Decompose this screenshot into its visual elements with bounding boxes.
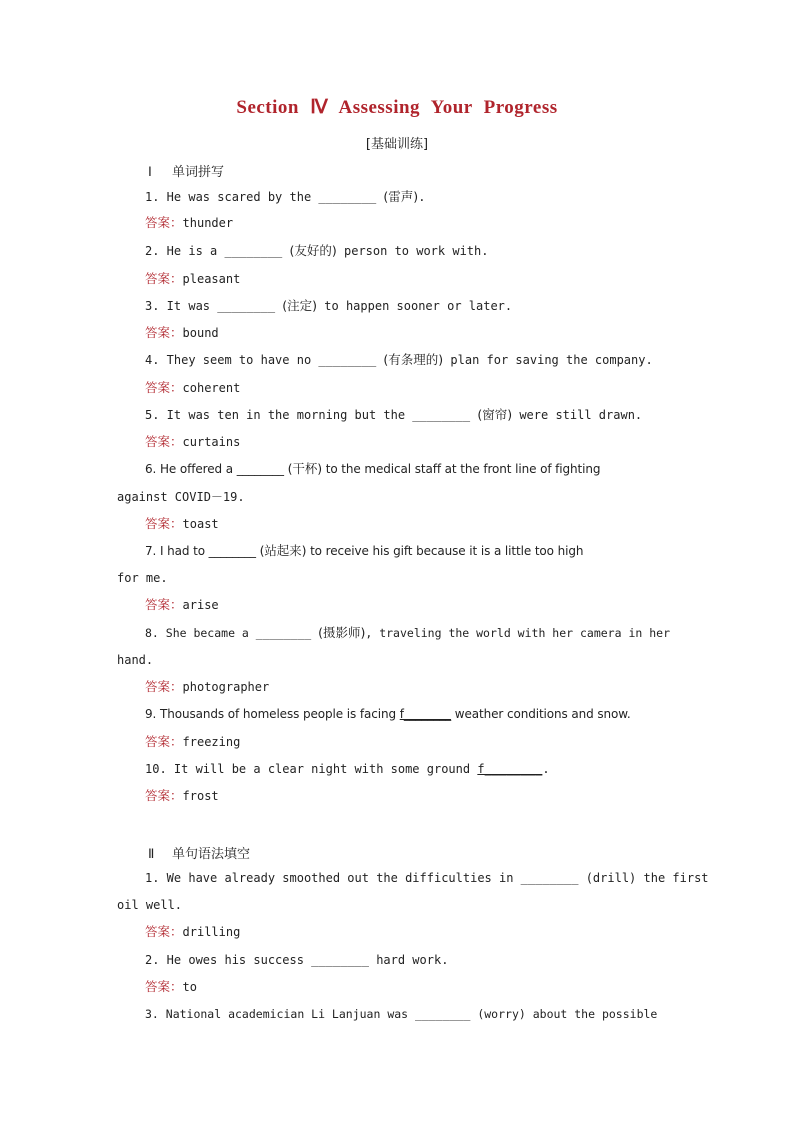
chinese-hint: (有条理的): [383, 352, 444, 367]
answer-1: [145, 216, 677, 230]
chinese-hint: (友好的): [289, 243, 337, 258]
answer-label: 答案：: [145, 979, 183, 994]
chinese-hint: (干杯): [287, 461, 322, 476]
answer-value: bound: [182, 326, 219, 340]
answer-label: 答案：: [145, 679, 183, 694]
question-7: [145, 544, 677, 558]
answer-10: [145, 789, 677, 803]
question-1: [145, 190, 677, 204]
section-heading-2: [148, 843, 250, 862]
answer-label: 答案：: [145, 516, 183, 531]
answer-value: thunder: [182, 216, 234, 230]
chinese-hint: (站起来): [259, 543, 307, 558]
answer-6: [145, 517, 677, 531]
section-heading-1: [148, 161, 224, 180]
answer-value: pleasant: [182, 272, 241, 286]
answer-label: 答案：: [145, 380, 183, 395]
question-6: [145, 462, 677, 476]
question-text: plan for saving the company.: [443, 353, 653, 367]
chinese-hint: (窗帘): [477, 407, 513, 422]
section-title: 单句语法填空: [172, 847, 251, 862]
answer-value: photographer: [182, 680, 270, 694]
answer-7: [145, 598, 677, 612]
answer-value: frost: [182, 789, 219, 803]
answer-9: [145, 735, 677, 749]
answer-label: 答案：: [145, 215, 183, 230]
answer-2-1: [145, 925, 677, 939]
question-text: 1. He was scared by the ________: [145, 190, 384, 204]
question-text: 10. It will be a clear night with some ground: [145, 762, 478, 776]
answer-label: 答案：: [145, 788, 183, 803]
question-5: [145, 408, 677, 422]
answer-label: 答案：: [145, 434, 183, 449]
question-2-2: 2. He owes his success ________ hard work.: [145, 953, 449, 967]
answer-2-2: [145, 980, 677, 994]
question-text: 9. Thousands of homeless people is facing: [145, 707, 400, 721]
question-text: 2. He is a ________: [145, 244, 290, 258]
answer-5: [145, 435, 677, 449]
answer-value: freezing: [182, 735, 241, 749]
answer-label: 答案：: [145, 924, 183, 939]
question-text: 8. She became a ________: [145, 626, 319, 640]
question-9: [145, 707, 677, 721]
question-2-3: 3. National academician Li Lanjuan was ________ (worry) about the possible: [145, 1007, 658, 1021]
answer-blank: f________: [399, 707, 452, 721]
question-8: [145, 626, 677, 640]
page-subtitle: [基础训练]: [365, 137, 429, 152]
answer-value: curtains: [182, 435, 241, 449]
question-text: 4. They seem to have no ________: [145, 353, 384, 367]
answer-blank: f________: [477, 762, 543, 776]
question-4: [145, 353, 677, 367]
question-text: to receive his gift because it is a little too high: [306, 544, 584, 558]
question-text: 6. He offered a ________: [145, 462, 288, 476]
question-text: 5. It was ten in the morning but the ________: [145, 408, 478, 422]
question-text: to the medical staff at the front line of fighting: [322, 462, 601, 476]
question-6-continued: against COVID－19.: [117, 490, 245, 504]
question-text: 7. I had to ________: [145, 544, 260, 558]
answer-value: to: [182, 980, 197, 994]
question-text: to happen sooner or later.: [317, 299, 513, 313]
question-2-1-continued: oil well.: [117, 898, 183, 912]
question-2: [145, 244, 677, 258]
question-text: .: [418, 190, 426, 204]
question-text: 3. It was ________: [145, 299, 283, 313]
question-text: weather conditions and snow.: [451, 707, 631, 721]
answer-2: [145, 272, 677, 286]
chinese-hint: (摄影师): [318, 625, 366, 640]
chinese-hint: (注定): [282, 298, 318, 313]
answer-label: 答案：: [145, 271, 183, 286]
chinese-hint: (雷声): [383, 189, 419, 204]
answer-value: coherent: [182, 381, 241, 395]
question-2-1: 1. We have already smoothed out the difficulties in ________ (drill) the first: [145, 871, 709, 885]
answer-8: [145, 680, 677, 694]
question-3: [145, 299, 677, 313]
question-8-continued: hand.: [117, 653, 154, 667]
question-text: .: [542, 762, 550, 776]
section-title: 单词拼写: [172, 165, 225, 180]
answer-value: toast: [182, 517, 219, 531]
answer-3: [145, 326, 677, 340]
page-title: Section Ⅳ Assessing Your Progress: [236, 97, 558, 118]
answer-label: 答案：: [145, 734, 183, 749]
answer-4: [145, 381, 677, 395]
question-7-continued: for me.: [117, 571, 168, 585]
question-text: , traveling the world with her camera in her: [365, 626, 670, 640]
question-text: person to work with.: [336, 244, 489, 258]
answer-label: 答案：: [145, 325, 183, 340]
answer-value: arise: [182, 598, 219, 612]
answer-label: 答案：: [145, 597, 183, 612]
question-10: [145, 762, 677, 776]
answer-value: drilling: [182, 925, 241, 939]
question-text: were still drawn.: [512, 408, 643, 422]
section-numeral: Ⅰ: [148, 164, 152, 179]
section-numeral: Ⅱ: [148, 846, 155, 861]
